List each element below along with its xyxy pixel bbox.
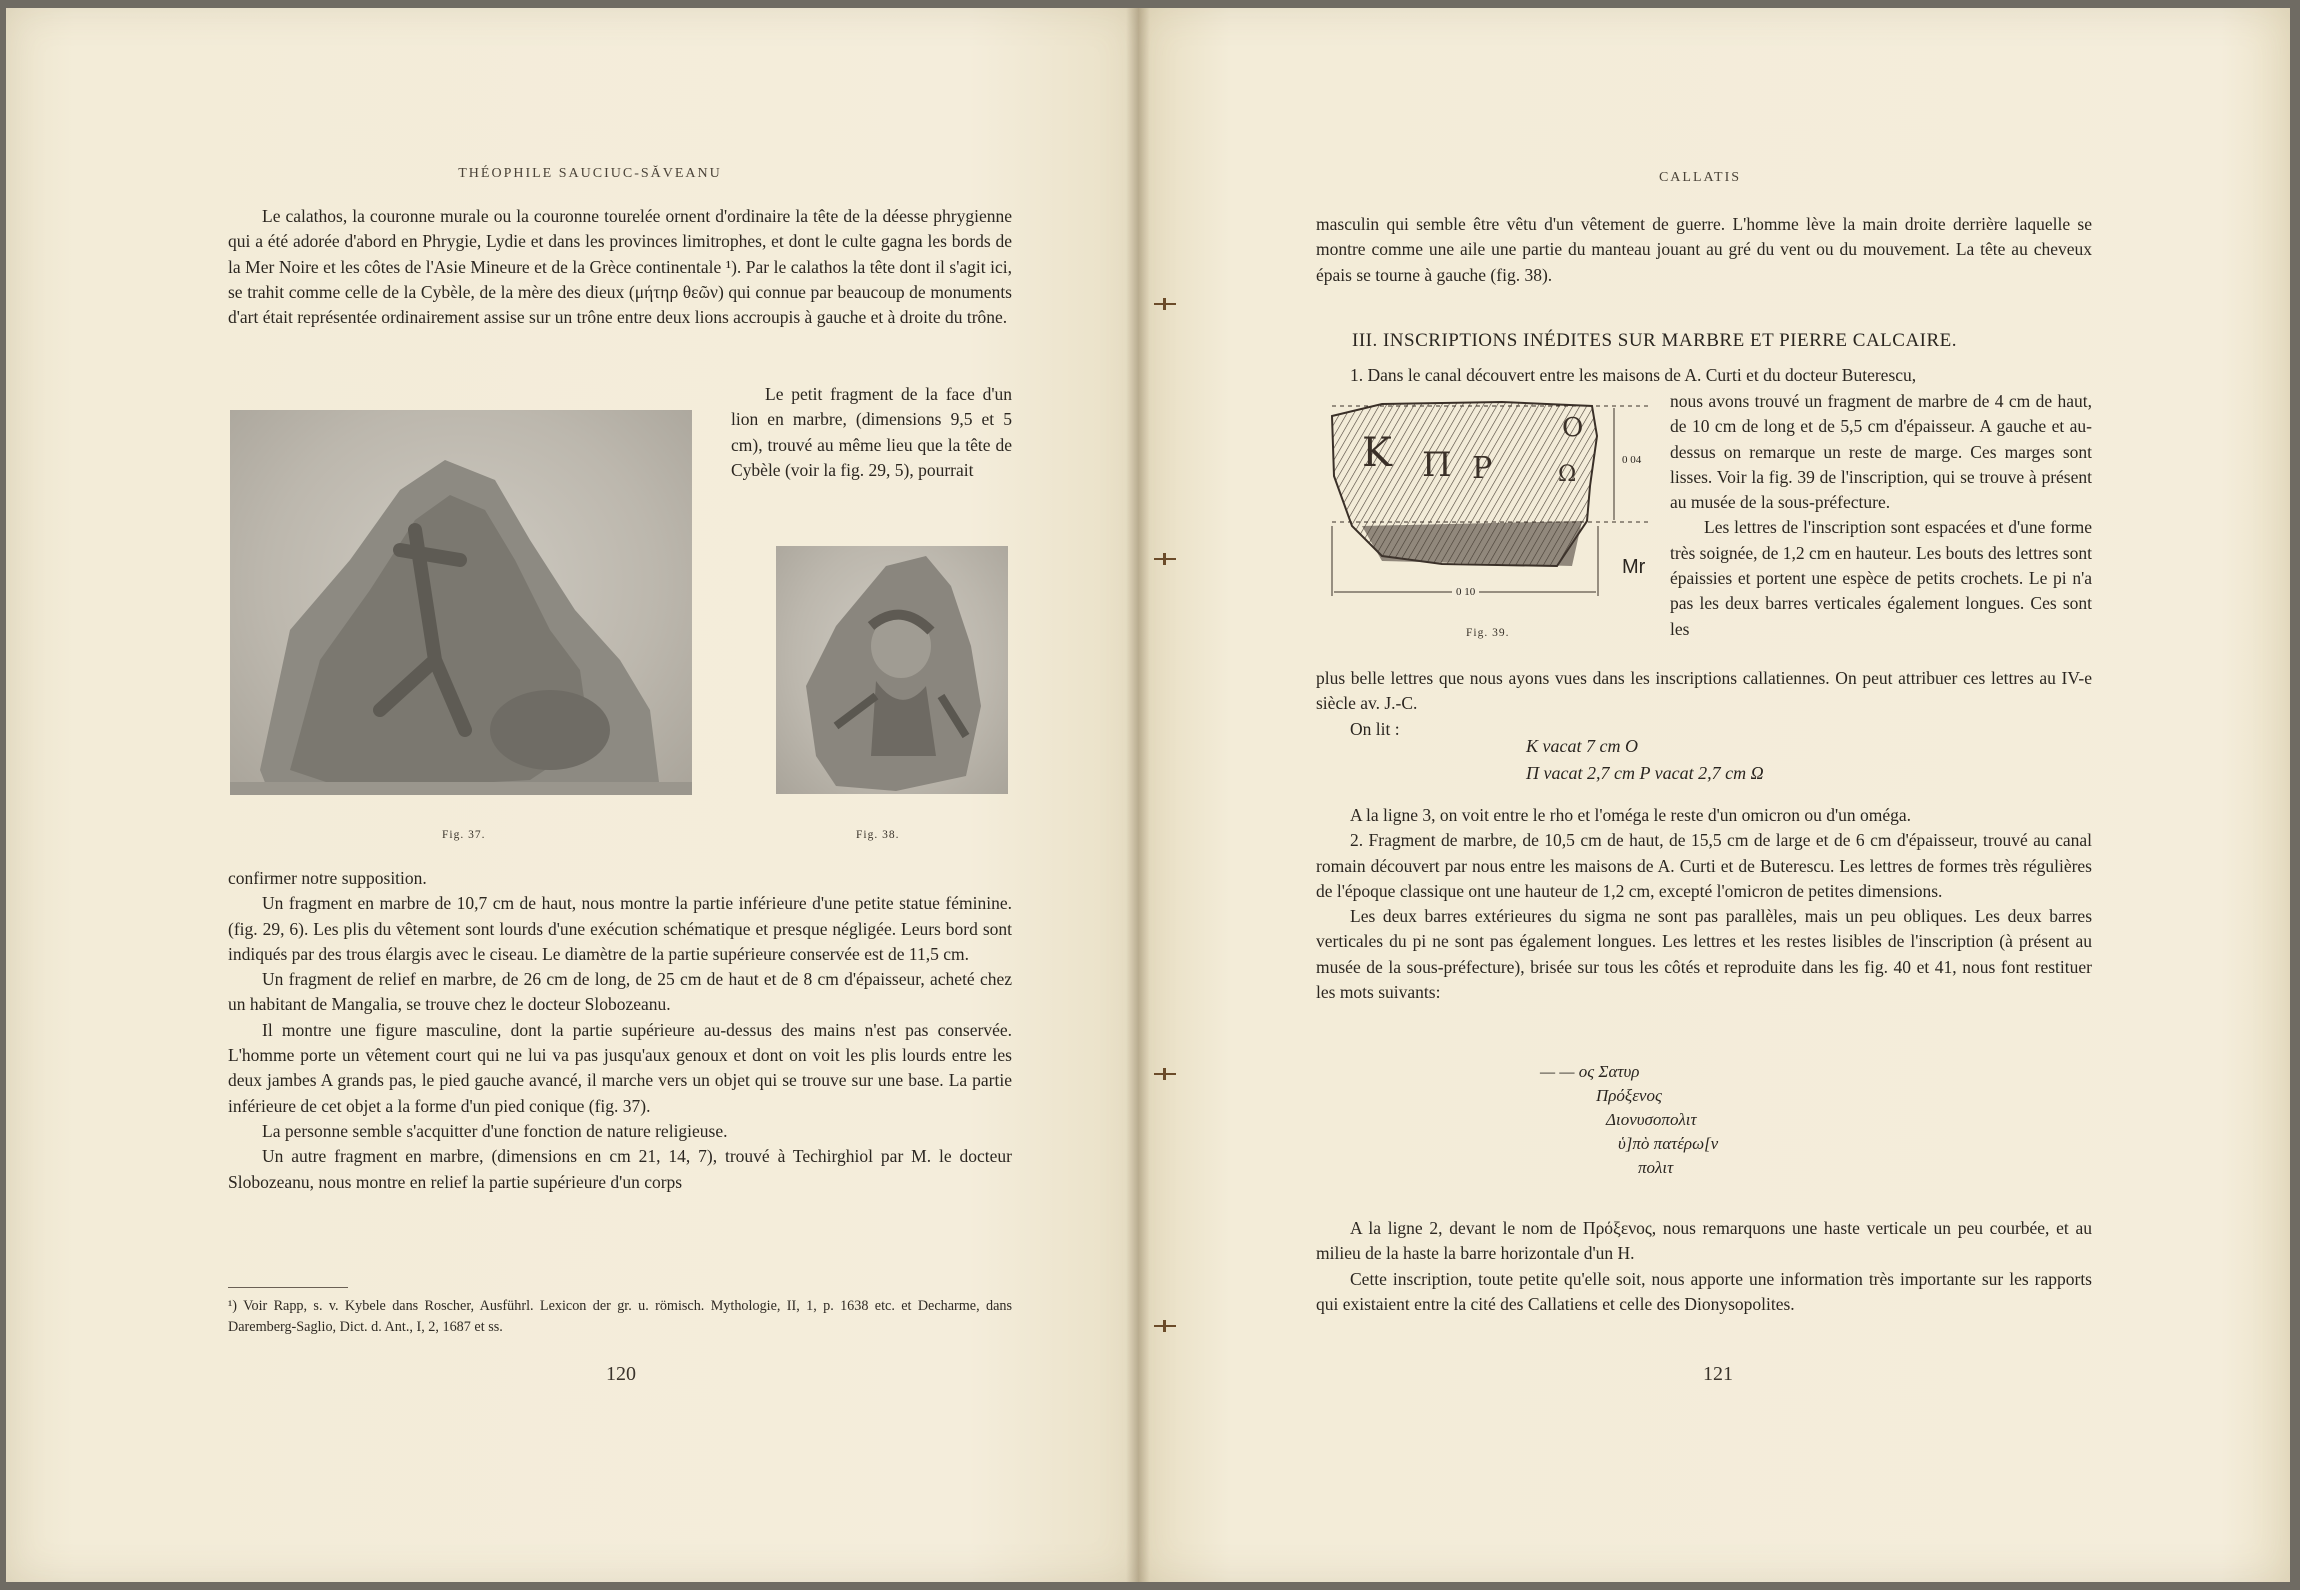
reading-line-1: K vacat 7 cm O [1526,736,1638,756]
running-head-left: THÉOPHILE SAUCIUC-SĂVEANU [458,166,722,181]
figure-39-caption: Fig. 39. [1466,627,1510,639]
inscription-sketch [1322,396,1662,626]
greek-line: Πρόξενος [1596,1086,1662,1105]
paragraph: nous avons trouvé un fragment de marbre de 4 cm de haut, de 10 cm de long et de 5,5 cm d'épaisseur. A gauche et au-dessus on remarque un reste de marge. Ces marges sont lisses. Voir la fig. 39 de l'inscription, qui se trouve à présent au musée de la sous-préfecture. [1670,391,2092,513]
paragraph: Le calathos, la couronne murale ou la couronne tourelée ornent d'ordinaire la tête de la déesse phrygienne qui a été adorée d'abord en Phrygie, Lydie et dans les provinces limitrophes, et dont le culte gagna les bords de la Mer Noire et les côtes de l'Asie Mineure et de la Grèce continentale ¹). Par le calathos la tête dont il s'agit ici, se trahit comme celle de la Cybèle, de la mère des dieux (μήτηρ θεῶν) qui connue par beaucoup de monuments d'art était représentée ordinairement assise sur un trône entre deux lions accroupis à gauche et à droite du trône. [228,206,1012,328]
paragraph: 1. Dans le canal découvert entre les maisons de A. Curti et du docteur Buterescu, [1350,365,1917,385]
paragraph: Un fragment en marbre de 10,7 cm de haut, nous montre la partie inférieure d'une petite statue féminine. (fig. 29, 6). Les plis du vêtement sont lourds d'une exécution schématique et presque négligée. Leurs bord sont indiqués par des trous élargis avec le ciseau. Le diamètre de la partie supérieure conservée est de 11,5 cm. [228,893,1012,964]
dimension-height-label: 0 04 [1622,454,1642,466]
section-heading: III. INSCRIPTIONS INÉDITES SUR MARBRE ET PIERRE CALCAIRE. [1352,330,1958,351]
greek-line: ὑ]πὸ πατέρω[ν [1618,1134,1719,1153]
reading-line-2: Π vacat 2,7 cm P vacat 2,7 cm Ω [1526,763,1764,783]
figure-39-drawing [1322,396,1662,626]
paragraph: Les lettres de l'inscription sont espacées et d'une forme très soignée, de 1,2 cm en hauteur. Les bouts des lettres sont épaissies et portent une espèce de petits crochets. Le pi n'a pas les deux barres verticales également longues. Ces sont les [1670,517,2092,639]
paragraph: plus belle lettres que nous ayons vues dans les inscriptions callatiennes. On peut attribuer ces lettres au IV-e siècle av. J.-C. [1316,668,2092,714]
right-item1-continuation [1316,666,2092,742]
paragraph: 2. Fragment de marbre, de 10,5 cm de haut, de 15,5 cm de large et de 6 cm d'épaisseur, trouvé au canal romain découvert par nous entre les maisons de A. Curti et de Buterescu. Les lettres de formes très régulières de l'époque classique ont une hauteur de 1,2 cm, excepté l'omicron de petites dimensions. [1316,830,2092,901]
greek-line: Διονυσοπολιτ [1606,1110,1697,1129]
dimension-width-label: 0 10 [1452,586,1479,598]
svg-text:Π: Π [1422,445,1452,485]
paragraph: A la ligne 2, devant le nom de Πρόξενος, nous remarquons une haste verticale un peu courbée, et au milieu de la haste la barre horizontale d'un H. [1316,1218,2092,1264]
running-head-right: CALLATIS [1658,170,1742,185]
svg-text:Ω: Ω [1558,462,1577,487]
footnote-rule [228,1287,348,1288]
relief-fragment-image [230,410,692,795]
svg-text:O: O [1562,413,1584,443]
paragraph: Il montre une figure masculine, dont la partie supérieure au-dessus des mains n'est pas conservée. L'homme porte un vêtement court qui ne lui va pas jusqu'aux genoux et dont on voit les plis lourds entre les deux jambes A grands pas, le pied gauche avancé, il marche vers un objet qui se trouve sur une base. La partie inférieure de cet objet a la forme d'un pied conique (fig. 37). [228,1019,1012,1116]
paragraph: A la ligne 3, on voit entre le rho et l'oméga le reste d'un omicron ou d'un oméga. [1350,805,1912,825]
greek-line: — — ος Σατυρ [1540,1062,1640,1081]
left-side-paragraph [731,382,1012,483]
left-paragraph-calathos [228,204,1012,330]
page-number-right: 121 [1703,1363,1733,1385]
paragraph: La personne semble s'acquitter d'une fonction de nature religieuse. [262,1120,728,1141]
left-lower-text [228,866,1012,1195]
page-number-left: 120 [606,1363,636,1385]
right-paragraph-masculin [1316,212,2092,288]
paragraph: Les deux barres extérieures du sigma ne sont pas parallèles, mais un peu obliques. Les deux barres verticales du pi ne sont pas également longues. Les lettres et les restes lisibles de l'inscription (à présent au musée de la sous-préfecture), brisée sur tous les côtés et reproduite dans les fig. 40 et 41, nous font restituer les mots suivants: [1316,906,2092,1003]
footnote: ¹) Voir Rapp, s. v. Kybele dans Roscher, Ausführl. Lexicon der gr. u. römisch. Mythologie, II, 1, p. 1638 etc. et Decharme, dans Daremberg-Saglio, Dict. d. Ant., I, 2, 1687 et ss. [228,1298,1012,1335]
binding-stitch [1150,298,1180,310]
right-item1-first-line [1316,363,2092,388]
binding-stitch [1150,553,1180,565]
binding-stitch [1150,1068,1180,1080]
paragraph: Cette inscription, toute petite qu'elle soit, nous apporte une information très importante sur les rapports qui existaient entre la cité des Callatiens et celle des Dionysopolites. [1316,1268,2092,1314]
right-item1-side-text [1670,389,2092,642]
paragraph: Le petit fragment de la face d'un lion en marbre, (dimensions 9,5 et 5 cm), trouvé au même lieu que la tête de Cybèle (voir la fig. 29, 5), pourrait [731,384,1012,480]
right-lower-text [1316,1216,2092,1317]
binding-stitch [1150,1320,1180,1332]
paragraph: masculin qui semble être vêtu d'un vêtement de guerre. L'homme lève la main droite derrière laquelle se montre comme une aile une partie du manteau jouant au gré du vent ou du mouvement. La tête au cheveux épais se tourne à gauche (fig. 38). [1316,214,2092,285]
figure-38-caption: Fig. 38. [856,829,900,841]
greek-inscription [1540,1060,1780,1180]
right-middle-text [1316,803,2092,1005]
figure-37-photo [230,410,692,795]
svg-text:P: P [1472,451,1493,486]
bust-fragment-image [776,546,1008,794]
figure-37-caption: Fig. 37. [442,829,486,841]
greek-line: πολιτ [1638,1158,1674,1177]
paragraph: On lit : [1350,718,1400,739]
paragraph: Un autre fragment en marbre, (dimensions en cm 21, 14, 7), trouvé à Techirghiol par M. le docteur Slobozeanu, nous montre en relief la partie supérieure d'un corps [228,1146,1012,1192]
figure-38-photo [776,546,1008,794]
material-label: Mr [1622,556,1646,578]
paragraph: Un fragment de relief en marbre, de 26 cm de long, de 25 cm de haut et de 8 cm d'épaisseur, acheté chez un habitant de Mangalia, se trouve chez le docteur Slobozeanu. [228,969,1012,1015]
svg-text:K: K [1362,430,1392,476]
paragraph: confirmer notre supposition. [228,868,427,888]
book-gutter [1126,8,1150,1582]
